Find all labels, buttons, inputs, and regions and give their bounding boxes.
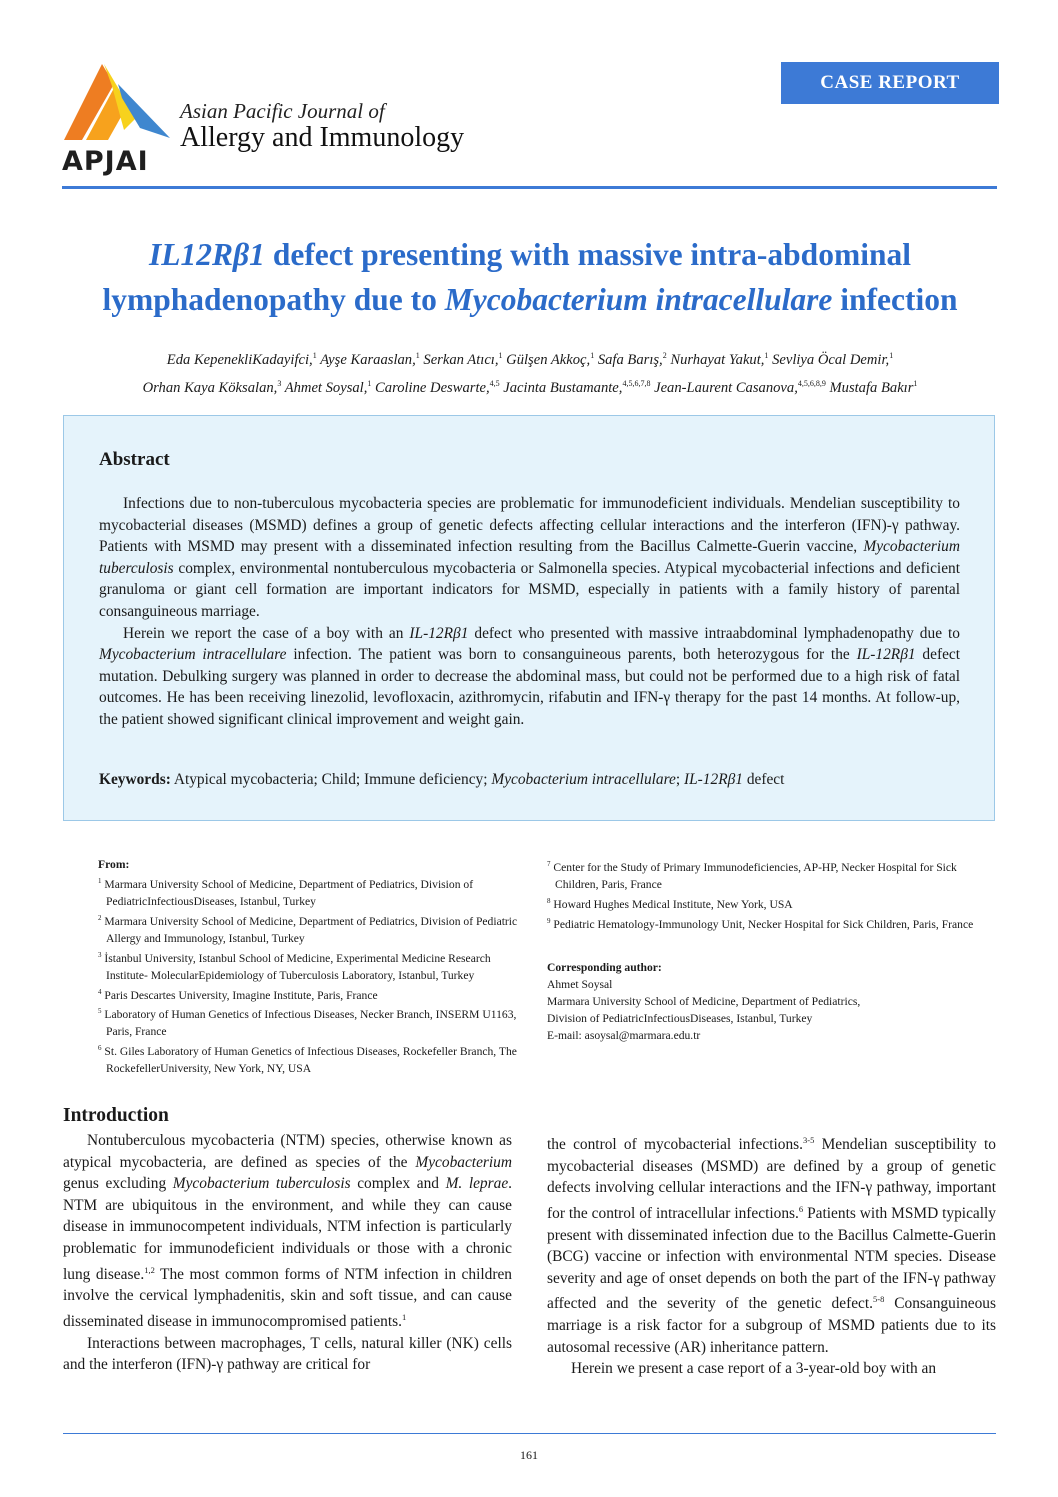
affiliation [98, 947, 523, 984]
title-text-3: infection [832, 282, 958, 317]
affiliation-text: Pediatric Hematology-Immunology Unit, Necker Hospital for Sick Children, Paris, France [550, 917, 974, 931]
affiliation-number: 7 [547, 860, 551, 868]
author: Gülşen Akkoç, [502, 351, 591, 368]
article-type-badge: CASE REPORT [781, 62, 999, 104]
author-affil: 1 [312, 351, 317, 360]
abstract-heading: Abstract [99, 449, 170, 470]
author: Sevliya Öcal Demir, [768, 351, 890, 368]
body-column-right [547, 1130, 996, 1380]
author-affil: 4,5,6,8,9 [797, 378, 826, 388]
author: Mustafa Bakır [825, 379, 914, 396]
affiliation [98, 984, 523, 1004]
author-affil: 1 [590, 351, 595, 360]
abstract-text: defect who presented with massive intraabdominal lymphadenopathy due to [468, 624, 960, 642]
affiliation [547, 893, 987, 913]
keywords-label: Keywords: [99, 771, 171, 788]
body-text: Nontuberculous mycobacteria (NTM) species, otherwise known as atypical mycobacteria, are defined as species of the [63, 1132, 512, 1171]
body-paragraph: Herein we present a case report of a 3-year-old boy with an [571, 1360, 937, 1378]
footer-divider [63, 1433, 996, 1434]
title-organism: Mycobacterium intracellulare [444, 282, 833, 317]
affiliation-number: 6 [98, 1044, 102, 1053]
citation-ref: 1 [401, 1311, 407, 1322]
corresponding-author [547, 959, 987, 1044]
body-text: The most common forms of NTM infection in children involve the cervical lymphadenitis, skin and soft tissue, and can cause disseminated disease in immunocompromised patients. [63, 1265, 512, 1330]
author-affil: 3 [277, 378, 282, 388]
corresponding-address-2: Division of PediatricInfectiousDiseases, Istanbul, Turkey [547, 1012, 813, 1025]
author-affil: 1 [367, 378, 372, 388]
author-affil: 4,5,6,7,8 [622, 378, 651, 388]
affiliation [98, 873, 523, 910]
abstract-paragraph-2 [99, 623, 960, 731]
abstract-body [99, 493, 960, 731]
affiliation-number: 2 [98, 913, 102, 922]
abstract-text: complex, environmental nontuberculous mycobacteria or Salmonella species. Atypical mycobacterial infections and deficient granuloma or giant cell formation are important indicators for MSMD, especially in patients with a family history of parental consanguineous marriage. [99, 559, 960, 620]
abstract-text-italic: IL-12Rβ1 [856, 646, 916, 664]
affiliation [98, 1003, 523, 1040]
body-paragraph: Interactions between macrophages, T cells, natural killer (NK) cells and the interferon (IFN)-γ pathway are critical for [63, 1334, 512, 1374]
affiliation-number: 1 [98, 877, 102, 885]
affiliation-text: Howard Hughes Medical Institute, New York, USA [550, 897, 793, 911]
affiliation-text: Marmara University School of Medicine, Department of Pediatrics, Division of Pediatric Allergy and Immunology, Istanbul, Turkey [101, 914, 518, 945]
title-gene: IL12Rβ1 [149, 237, 265, 272]
author: Nurhayat Yakut, [666, 351, 765, 368]
author: Jean-Laurent Casanova, [650, 379, 798, 396]
body-text: Patients with MSMD typically present with disseminated infection due to the Bacillus Calmette-Guerin (BCG) vaccine or infection with environmental NTM species. Disease severity and age of onset depends on both the part of the IFN-γ pathway affected and the severity of the genetic defect. [547, 1205, 996, 1313]
body-text: genus excluding [63, 1175, 173, 1193]
affiliation-number: 9 [547, 916, 551, 925]
author: Safa Barış, [594, 351, 663, 368]
keywords-text: ; [675, 771, 684, 788]
journal-name-line1: Asian Pacific Journal of [180, 99, 385, 123]
page-number: 161 [520, 1448, 538, 1462]
body-column-left [63, 1130, 512, 1376]
author-affil: 1 [764, 351, 769, 360]
corresponding-label: Corresponding author: [547, 961, 662, 974]
abstract-text: infection. The patient was born to consanguineous parents, both heterozygous for the [286, 646, 857, 664]
keywords-text: defect [742, 771, 785, 788]
author-line-2 [55, 372, 1005, 400]
affiliation-text: Paris Descartes University, Imagine Institute, Paris, France [101, 988, 378, 1002]
affiliation-number: 3 [98, 950, 102, 959]
author-affil: 2 [662, 351, 667, 360]
body-text-italic: M. leprae [445, 1175, 509, 1193]
author: Jacinta Bustamante, [499, 379, 623, 396]
affiliations-from-label: From: [98, 858, 130, 871]
abstract-text: Infections due to non-tuberculous mycobacteria species are problematic for immunodeficient individuals. Mendelian susceptibility to mycobacterial diseases (MSMD) defines a group of genetic defects affecting cellular interactions and the interferon (IFN)-γ pathway. Patients with MSMD may present with a disseminated infection resulting from the Bacillus Calmette-Guerin vaccine, [99, 495, 960, 556]
author-affil: 1 [415, 351, 420, 360]
body-paragraph [63, 1130, 512, 1333]
affiliation [98, 1040, 523, 1077]
body-text: the control of mycobacterial infections. [547, 1136, 803, 1154]
affiliations-left [98, 856, 523, 1077]
author: Ayşe Karaaslan, [316, 351, 416, 368]
author-line-1 [55, 344, 1005, 372]
author-affil: 1 [889, 351, 894, 360]
author-affil: 4,5 [489, 378, 500, 388]
author: Ahmet Soysal, [281, 379, 368, 396]
affiliation-text: Marmara University School of Medicine, Department of Pediatrics, Division of PediatricInfectiousDiseases, Istanbul, Turkey [101, 877, 474, 908]
affiliation [98, 910, 523, 947]
author: Eda KepenekliKadayifci, [166, 351, 313, 368]
affiliation [547, 856, 987, 893]
article-title [40, 232, 1020, 322]
keywords-text: Atypical mycobacteria; Child; Immune deficiency; [170, 771, 492, 788]
body-text: . NTM are ubiquitous in the environment, and while they can cause disease in immunocompetent individuals, NTM infection is particularly problematic for immunodeficient individuals or those with a chronic lung disease. [63, 1175, 513, 1283]
affiliations-right [547, 856, 987, 933]
author: Orhan Kaya Köksalan, [142, 379, 278, 396]
citation-ref: 3-5 [802, 1135, 815, 1145]
body-paragraph [547, 1130, 996, 1358]
affiliation-text: Laboratory of Human Genetics of Infectious Diseases, Necker Branch, INSERM U1163, Paris, France [101, 1008, 517, 1039]
abstract-text: Herein we report the case of a boy with an [123, 624, 410, 642]
journal-name-line2: Allergy and Immunology [180, 122, 465, 153]
author: Caroline Deswarte, [371, 379, 490, 396]
title-text-2: lymphadenopathy due to [102, 282, 445, 317]
abstract-text: defect mutation. Debulking surgery was planned in order to decrease the abdominal mass, but could not be performed due to a high risk of fatal outcomes. He has been receiving linezolid, levofloxacin, azithromycin, rifabutin and IFN-γ therapy for the past 14 months. At follow-up, the patient showed significant clinical improvement and weight gain. [99, 646, 961, 728]
body-text-italic: Mycobacterium [415, 1153, 512, 1171]
author-list [55, 344, 1005, 400]
corresponding-address-1: Marmara University School of Medicine, Department of Pediatrics, [547, 995, 861, 1008]
journal-logo-icon [62, 62, 172, 142]
citation-ref: 6 [798, 1203, 804, 1214]
affiliation-number: 8 [547, 896, 551, 905]
citation-ref: 1,2 [144, 1264, 155, 1275]
section-heading-introduction: Introduction [63, 1105, 169, 1126]
body-text-italic: Mycobacterium tuberculosis [172, 1175, 351, 1193]
keywords-text-italic: IL-12Rβ1 [684, 771, 743, 788]
author: Serkan Atıcı, [419, 351, 499, 368]
corresponding-email[interactable]: E-mail: asoysal@marmara.edu.tr [547, 1029, 701, 1042]
header-divider [62, 186, 997, 189]
affiliation-text: Center for the Study of Primary Immunodeficiencies, AP-HP, Necker Hospital for Sick Children, Paris, France [550, 860, 957, 891]
abstract-paragraph-1 [99, 493, 960, 623]
body-text: Consanguineous marriage is a risk factor for a subgroup of MSMD patients due to its autosomal recessive (AR) inheritance pattern. [547, 1295, 996, 1356]
affiliation-text: St. Giles Laboratory of Human Genetics of Infectious Diseases, Rockefeller Branch, The RockefellerUniversity, New York, NY, USA [101, 1045, 517, 1076]
corresponding-name: Ahmet Soysal [547, 978, 613, 991]
affiliation [547, 913, 987, 933]
keywords [99, 771, 960, 789]
affiliation-number: 5 [98, 1007, 102, 1016]
body-text: complex and [350, 1175, 446, 1193]
logo-wordmark: APJAI [62, 146, 149, 177]
abstract-text-italic: Mycobacterium intracellulare [99, 646, 287, 664]
author-affil: 1 [913, 378, 918, 388]
abstract-text-italic: IL-12Rβ1 [409, 624, 469, 642]
author-affil: 1 [498, 351, 503, 360]
affiliation-number: 4 [98, 987, 102, 996]
abstract-text-italic: Mycobacterium tuberculosis [99, 538, 960, 577]
keywords-text-italic: Mycobacterium intracellulare [491, 771, 676, 788]
affiliation-text: İstanbul University, Istanbul School of Medicine, Experimental Medicine Research Institute- MolecularEpidemiology of Tuberculosis Laboratory, Istanbul, Turkey [101, 951, 491, 982]
title-text-1: defect presenting with massive intra-abdominal [264, 237, 911, 272]
body-text: Mendelian susceptibility to mycobacterial diseases (MSMD) are defined by a group of genetic defects involving cellular interactions and the IFN-γ pathway, important for the control of intracellular infections. [547, 1136, 996, 1223]
citation-ref: 5-8 [872, 1294, 885, 1305]
